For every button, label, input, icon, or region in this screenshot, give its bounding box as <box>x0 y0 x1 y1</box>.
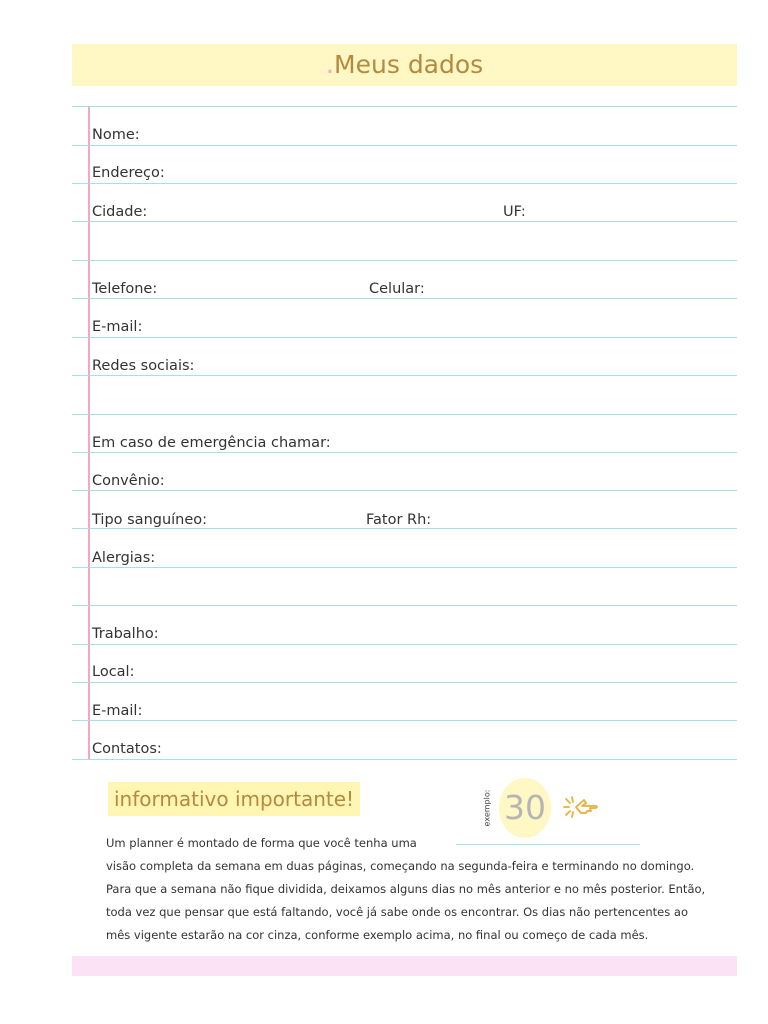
field-label-alergias: Alergias: <box>92 550 156 566</box>
notebook-margin-line <box>88 106 90 760</box>
rule-line <box>72 567 737 568</box>
rule-line <box>72 298 737 299</box>
field-label-trabalho: Trabalho: <box>92 626 159 642</box>
page-title-band <box>72 44 737 86</box>
rule-line <box>72 145 737 146</box>
field-label-email: E-mail: <box>92 319 143 335</box>
field-label-contatos: Contatos: <box>92 741 162 757</box>
rule-line <box>72 260 737 261</box>
field-label-cidade: Cidade: <box>92 204 148 220</box>
field-label-celular: Celular: <box>369 281 425 297</box>
paragraph-line: visão completa da semana em duas páginas, começando na segunda-feira e terminando no domingo. <box>106 859 695 873</box>
rule-line <box>72 452 737 453</box>
field-label-emergencia: Em caso de emergência chamar: <box>92 435 331 451</box>
field-label-tipo-sanguineo: Tipo sanguíneo: <box>92 512 208 528</box>
paragraph-line: Um planner é montado de forma que você tenha uma <box>106 836 417 850</box>
rule-line <box>72 759 737 760</box>
page-title: Meus dados <box>334 50 484 79</box>
rule-line <box>72 644 737 645</box>
rule-line <box>72 106 737 107</box>
rule-line <box>72 528 737 529</box>
example-label-text: exemplo: <box>482 789 492 827</box>
field-label-redes-sociais: Redes sociais: <box>92 358 195 374</box>
field-label-local: Local: <box>92 664 135 680</box>
bottom-band <box>72 956 737 976</box>
field-label-convenio: Convênio: <box>92 473 165 489</box>
paragraph-line: toda vez que pensar que está faltando, você já sabe onde os encontrar. Os dias não pertencentes ao <box>106 905 688 919</box>
paragraph-line: mês vigente estarão na cor cinza, conforme exemplo acima, no final ou começo de cada mês. <box>106 928 649 942</box>
field-label-endereco: Endereço: <box>92 165 165 181</box>
rule-line <box>72 375 737 376</box>
rule-line <box>72 605 737 606</box>
rule-line <box>72 682 737 683</box>
rule-line <box>72 221 737 222</box>
field-label-uf: UF: <box>503 204 526 220</box>
title-dot: . <box>325 50 335 80</box>
info-heading: informativo importante! <box>108 782 360 816</box>
example-day-circle: 30 <box>499 778 551 838</box>
field-label-telefone: Telefone: <box>92 281 158 297</box>
example-label <box>481 782 493 834</box>
rule-line <box>72 183 737 184</box>
rule-line <box>72 720 737 721</box>
field-label-fator-rh: Fator Rh: <box>366 512 432 528</box>
hand-pointer-icon <box>562 794 602 822</box>
rule-line <box>72 414 737 415</box>
field-label-email-trabalho: E-mail: <box>92 703 143 719</box>
rule-line <box>72 337 737 338</box>
rule-line <box>72 490 737 491</box>
paragraph-line: Para que a semana não fique dividida, deixamos alguns dias no mês anterior e no mês posterior. Então, <box>106 882 706 896</box>
field-label-nome: Nome: <box>92 127 140 143</box>
